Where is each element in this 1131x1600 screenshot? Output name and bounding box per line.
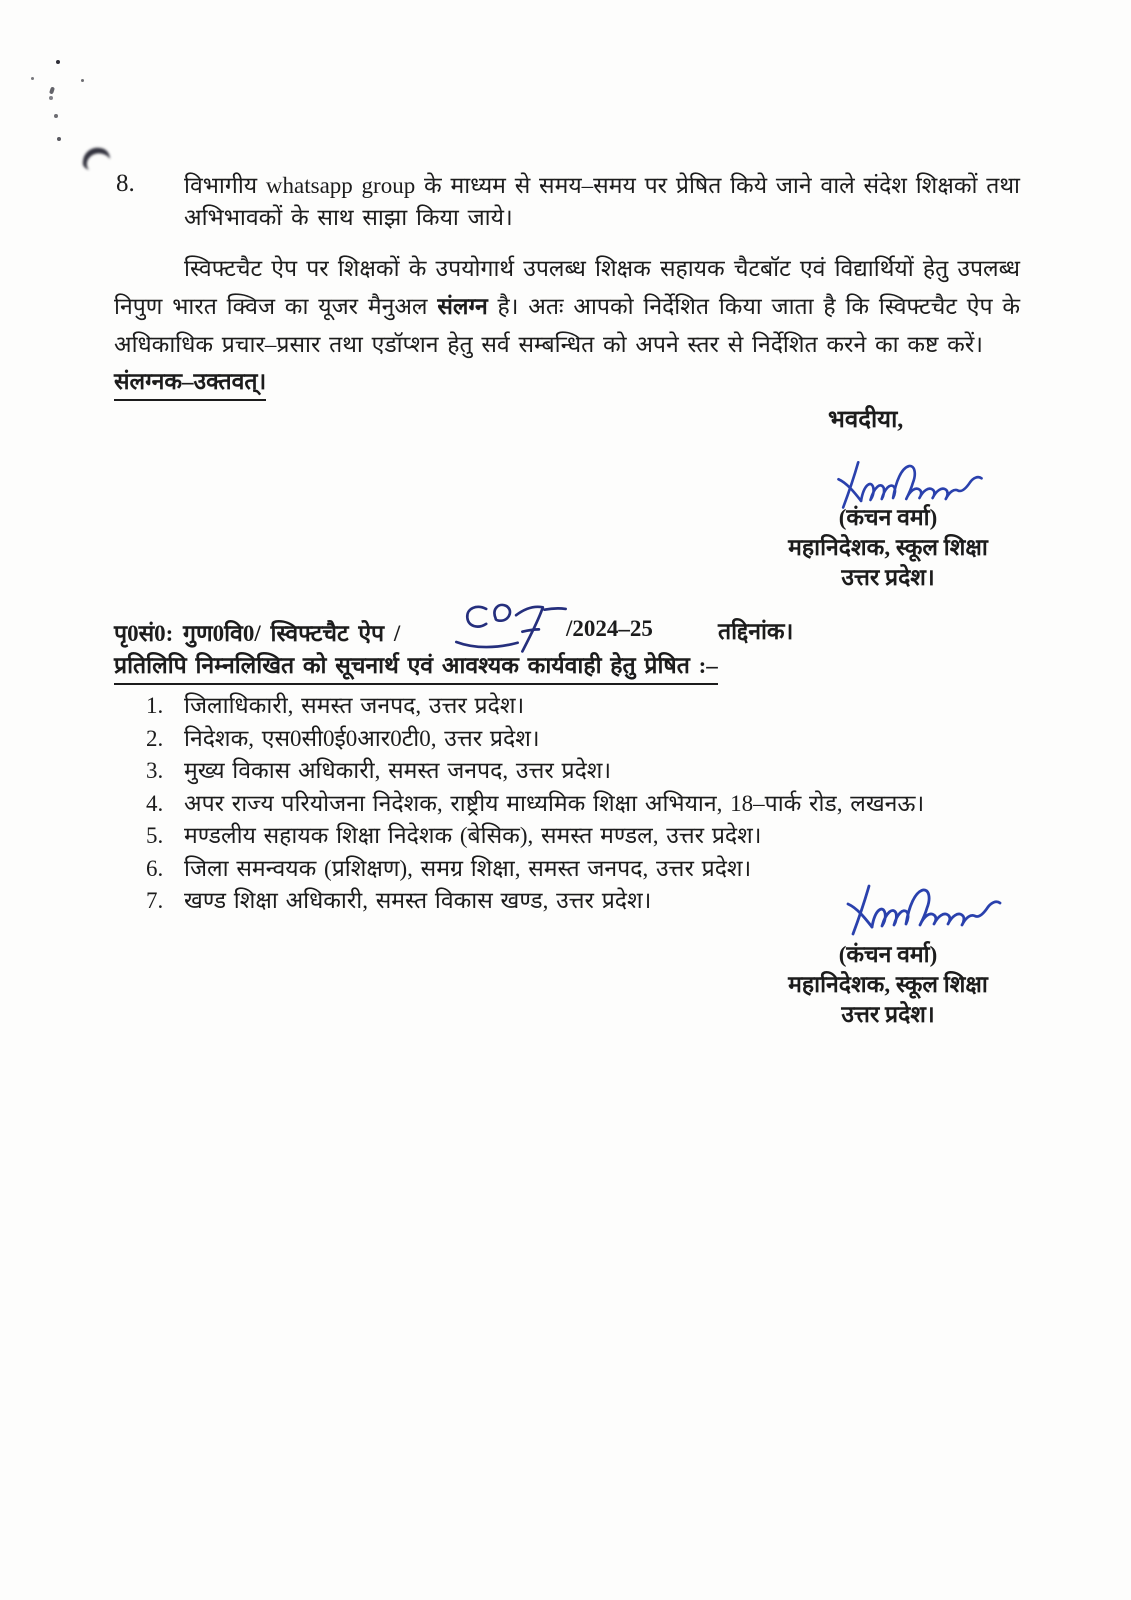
ink-speck <box>57 137 61 141</box>
ink-speck <box>54 114 58 118</box>
copy-list-item-number: 3. <box>146 758 164 783</box>
signatory-name: (कंचन वर्मा) <box>838 942 938 967</box>
copy-distribution-heading: प्रतिलिपि निम्नलिखित को सूचनार्थ एवं आवश्यक कार्यवाही हेतु प्रेषित :– <box>114 648 718 685</box>
copy-list-item <box>146 788 1026 821</box>
copy-list-item-number: 4. <box>146 790 164 816</box>
ink-speck <box>56 60 60 64</box>
copy-list-item-text: खण्ड शिक्षा अधिकारी, समस्त विकास खण्ड, उत्तर प्रदेश। <box>184 888 652 913</box>
signatory-block <box>748 940 1028 1030</box>
numbered-point-8 <box>116 170 1020 234</box>
copy-list-item-number: 5. <box>146 823 164 848</box>
copy-list-item <box>146 690 1026 723</box>
ink-speck <box>31 77 34 80</box>
handwritten-signature-icon <box>838 878 1010 938</box>
copy-list-item-number: 1. <box>146 693 164 718</box>
ink-speck <box>49 87 55 95</box>
reference-prefix: पृ0सं0: गुण0वि0/ स्विफ्टचैट ऐप / <box>114 621 401 646</box>
copy-list-item-text: मुख्य विकास अधिकारी, समस्त जनपद, उत्तर प्रदेश। <box>184 758 612 783</box>
ink-smudge-crescent <box>80 144 114 172</box>
copy-list-item-text: जिला समन्वयक (प्रशिक्षण), समग्र शिक्षा, समस्त जनपद, उत्तर प्रदेश। <box>184 855 752 881</box>
paragraph-text-before: स्विफ्टचैट ऐप पर शिक्षकों के उपयोगार्थ उपलब्ध शिक्षक सहायक चैटबॉट एवं विद्यार्थियों हेतु उपलब्ध निपुण भारत क्विज का यूजर मैनुअल <box>114 256 1020 319</box>
reference-suffix: /2024–25 <box>566 616 653 641</box>
signatory-name: (कंचन वर्मा) <box>838 505 938 530</box>
copy-list-item <box>146 723 1026 756</box>
signatory-title: महानिदेशक, स्कूल शिक्षा <box>788 535 988 560</box>
paragraph-text-after: है। अतः आपको निर्देशित किया जाता है कि स्विफ्टचैट ऐप के अधिकाधिक प्रचार–प्रसार तथा एडॉप्शन हेतु सर्व सम्बन्धित को अपने स्तर से निर्देशित करने का कष्ट करें। <box>114 294 1020 357</box>
copy-list-item-text: अपर राज्य परियोजना निदेशक, राष्ट्रीय माध्यमिक शिक्षा अभियान, 18–पार्क रोड, लखनऊ। <box>184 790 925 816</box>
copy-list-item-text: मण्डलीय सहायक शिक्षा निदेशक (बेसिक), समस्त मण्डल, उत्तर प्रदेश। <box>184 823 762 848</box>
attachment-note: संलग्नक–उक्तवत्। <box>114 364 266 401</box>
copy-list-item-number: 6. <box>146 855 164 881</box>
copy-list-item <box>146 820 1026 853</box>
signatory-title: महानिदेशक, स्कूल शिक्षा <box>788 972 988 997</box>
signatory-region: उत्तर प्रदेश। <box>841 565 935 590</box>
closing-salutation: भवदीया, <box>828 407 904 433</box>
copy-list-item-number: 7. <box>146 888 164 913</box>
point-number: 8. <box>116 170 135 197</box>
copy-list-item <box>146 755 1026 788</box>
copy-list-item-text: निदेशक, एस0सी0ई0आर0टी0, उत्तर प्रदेश। <box>184 725 540 751</box>
reference-date-label: तद्दिनांक। <box>718 619 794 644</box>
signatory-block <box>748 503 1028 593</box>
paragraph-bold-word: संलग्न <box>437 294 488 319</box>
copy-list-item-number: 2. <box>146 725 164 751</box>
ink-speck <box>49 96 53 100</box>
body-paragraph <box>114 250 1020 364</box>
signatory-region: उत्तर प्रदेश। <box>841 1002 935 1027</box>
ink-speck <box>81 79 84 82</box>
copy-list-item-text: जिलाधिकारी, समस्त जनपद, उत्तर प्रदेश। <box>184 693 525 718</box>
point-text: विभागीय whatsapp group के माध्यम से समय–समय पर प्रेषित किये जाने वाले संदेश शिक्षकों तथा अभिभावकों के साथ साझा किया जाये। <box>184 173 1020 230</box>
